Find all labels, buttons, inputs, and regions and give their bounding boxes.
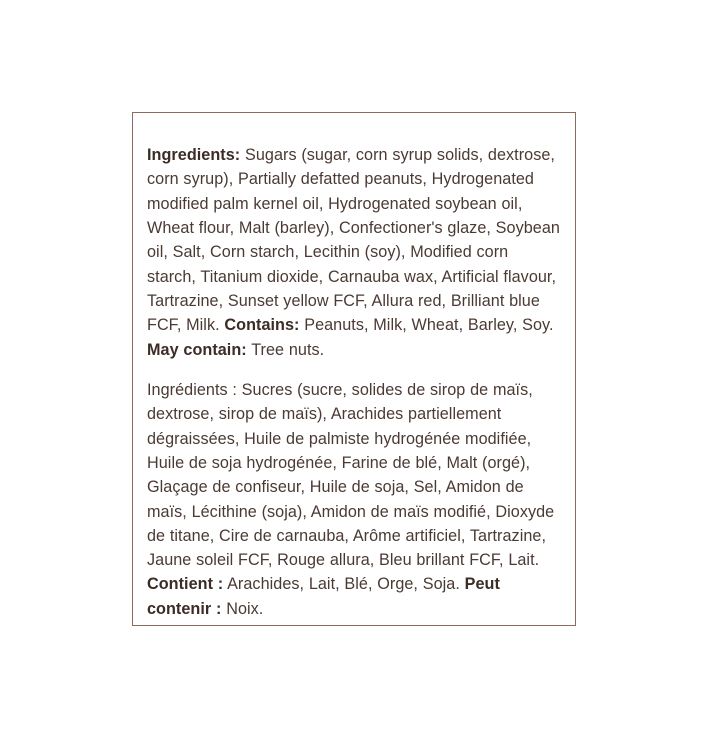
contains-heading-english: Contains: — [224, 316, 300, 335]
ingredients-label-panel — [132, 112, 576, 626]
ingredients-body-french: Sucres (sucre, solides de sirop de maïs, dextrose, sirop de maïs), Arachides partiellement dégraissées, Huile de palmiste hydrogénée modifiée, Huile de soja hydrogénée, Farine de blé, Malt (orgé), Glaçage de confiseur, Huile de soja, Sel, Amidon de maïs, Lécithine (soja), Amidon de maïs modifié, Dioxyde de titane, Cire de carnauba, Arôme artificiel, Tartrazine, Jaune soleil FCF, Rouge allura, Bleu brillant FCF, Lait. — [147, 381, 555, 570]
ingredients-heading-french: Ingrédients : — [147, 381, 237, 400]
may-contain-heading-english: May contain: — [147, 340, 247, 359]
ingredients-body-english: Sugars (sugar, corn syrup solids, dextrose, corn syrup), Partially defatted peanuts, Hydrogenated modified palm kernel oil, Hydrogenated soybean oil, Wheat flour, Malt (barley), Confectioner's glaze, Soybean oil, Salt, Corn starch, Lecithin (soy), Modified corn starch, Titanium dioxide, Carnauba wax, Artificial flavour, Tartrazine, Sunset yellow FCF, Allura red, Brilliant blue FCF, Milk. — [147, 146, 560, 335]
may-contain-body-french: Noix. — [221, 599, 264, 618]
ingredients-paragraph-french — [147, 378, 561, 621]
may-contain-body-english: Tree nuts. — [246, 340, 325, 359]
contains-body-english: Peanuts, Milk, Wheat, Barley, Soy. — [299, 316, 554, 335]
may-contain-heading-french: Peut contenir : — [147, 575, 500, 618]
contains-heading-french: Contient : — [147, 575, 224, 594]
ingredients-paragraph-english — [147, 143, 561, 362]
ingredients-heading-english: Ingredients: — [147, 146, 241, 165]
page-edge-tint — [0, 0, 6, 747]
contains-body-french: Arachides, Lait, Blé, Orge, Soja. — [223, 575, 465, 594]
label-content — [133, 113, 575, 647]
